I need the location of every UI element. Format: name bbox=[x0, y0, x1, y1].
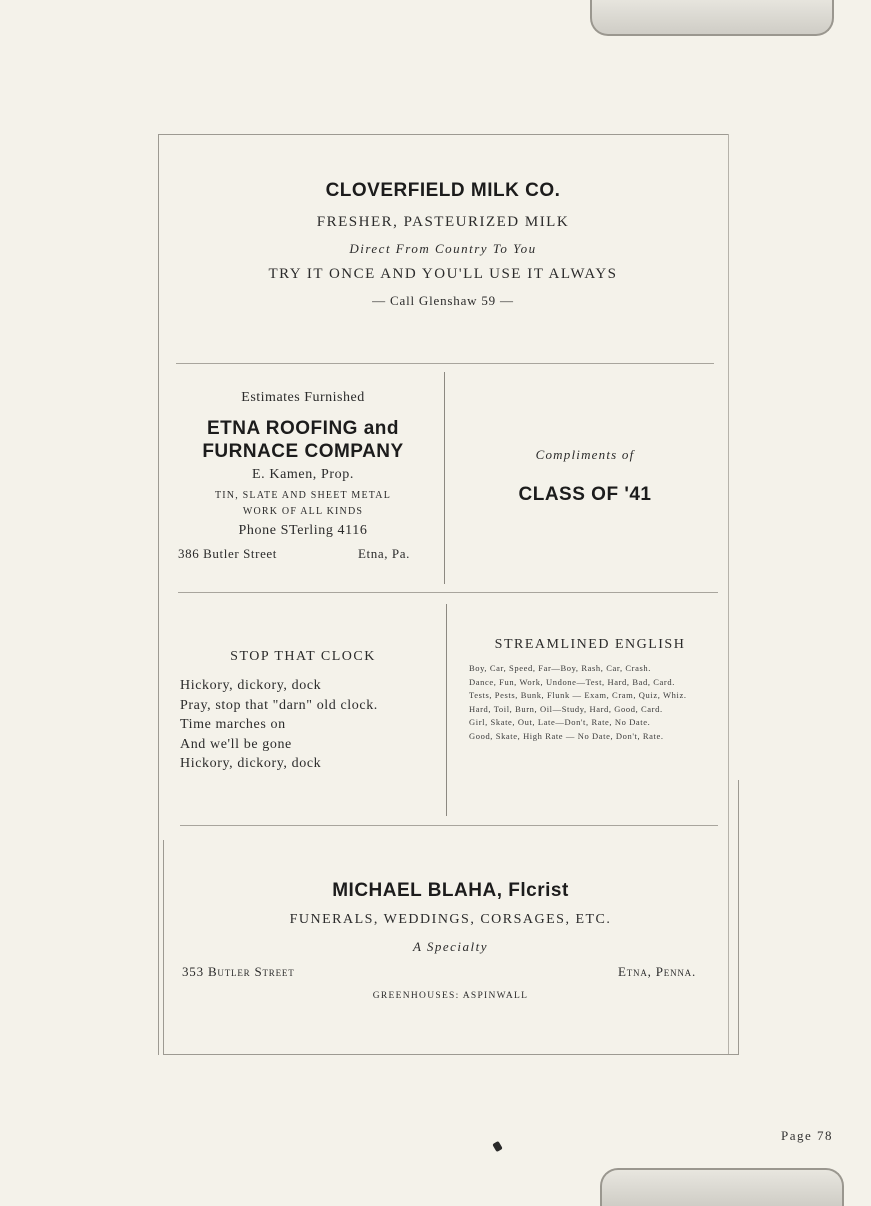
roofing-prop: E. Kamen, Prop. bbox=[252, 467, 354, 482]
poem-line: And we'll be gone bbox=[180, 736, 292, 752]
page-number: Page 78 bbox=[780, 1128, 833, 1143]
streamlined-line: Girl, Skate, Out, Late—Don't, Rate, No Date. bbox=[469, 717, 651, 727]
poem-line: Hickory, dickory, dock bbox=[180, 756, 322, 771]
cloverfield-phone: — Call Glenshaw 59 — bbox=[372, 293, 514, 308]
roofing-address: 386 Butler Street bbox=[178, 546, 278, 561]
divider-2 bbox=[178, 592, 718, 593]
page-tab-top bbox=[590, 0, 834, 36]
roofing-work-1: TIN, SLATE AND SHEET METAL bbox=[214, 490, 392, 501]
florist-line1: FUNERALS, WEDDINGS, CORSAGES, ETC. bbox=[289, 912, 612, 927]
roofing-title-2: FURNACE COMPANY bbox=[202, 441, 404, 462]
roofing-phone: Phone STerling 4116 bbox=[238, 523, 368, 538]
roofing-work-2: WORK OF ALL KINDS bbox=[242, 506, 364, 517]
streamlined-body bbox=[469, 663, 719, 744]
streamlined-line: Hard, Toil, Burn, Oil—Study, Hard, Good, Card. bbox=[469, 703, 663, 714]
poem-line: Time marches on bbox=[180, 717, 286, 732]
poem-line: Pray, stop that "darn" old clock. bbox=[180, 697, 378, 713]
frame-bottom-border bbox=[163, 1054, 739, 1055]
florist-greenhouses: GREENHOUSES: ASPINWALL bbox=[372, 991, 529, 1001]
class-title: CLASS OF '41 bbox=[518, 484, 652, 505]
roofing-city: Etna, Pa. bbox=[358, 546, 410, 561]
florist-city: Etna, Penna. bbox=[618, 964, 697, 979]
florist-address: 353 Butler Street bbox=[182, 964, 295, 979]
poem-title: STOP THAT CLOCK bbox=[230, 649, 376, 664]
streamlined-line: Tests, Pests, Bunk, Flunk — Exam, Cram, Quiz, Whiz. bbox=[469, 690, 687, 700]
class-pre: Compliments of bbox=[535, 447, 635, 462]
streamlined-line: Dance, Fun, Work, Undone—Test, Hard, Bad, Card. bbox=[469, 676, 675, 687]
streamlined-title: STREAMLINED ENGLISH bbox=[494, 637, 686, 652]
roofing-pre: Estimates Furnished bbox=[241, 390, 365, 405]
florist-title: MICHAEL BLAHA, Flcrist bbox=[332, 880, 569, 901]
cloverfield-line3: TRY IT ONCE AND YOU'LL USE IT ALWAYS bbox=[268, 266, 618, 282]
streamlined-line: Boy, Car, Speed, Far—Boy, Rash, Car, Crash. bbox=[469, 663, 651, 673]
poem-body bbox=[180, 676, 378, 774]
vertical-divider-2 bbox=[446, 604, 447, 816]
cloverfield-line2: Direct From Country To You bbox=[349, 241, 537, 256]
florist-line2: A Specialty bbox=[412, 939, 489, 954]
divider-3 bbox=[180, 825, 718, 826]
cloverfield-title: CLOVERFIELD MILK CO. bbox=[325, 180, 561, 201]
streamlined-line: Good, Skate, High Rate — No Date, Don't, Rate. bbox=[469, 730, 664, 741]
divider-1 bbox=[176, 363, 714, 364]
poem-line: Hickory, dickory, dock bbox=[180, 678, 322, 693]
page-tab-bottom bbox=[600, 1168, 844, 1206]
ink-mark bbox=[492, 1141, 503, 1152]
roofing-title-1: ETNA ROOFING and bbox=[206, 418, 400, 439]
vertical-divider-1 bbox=[444, 372, 445, 584]
cloverfield-line1: FRESHER, PASTEURIZED MILK bbox=[316, 214, 570, 230]
frame-right-lower-border bbox=[738, 780, 739, 1055]
